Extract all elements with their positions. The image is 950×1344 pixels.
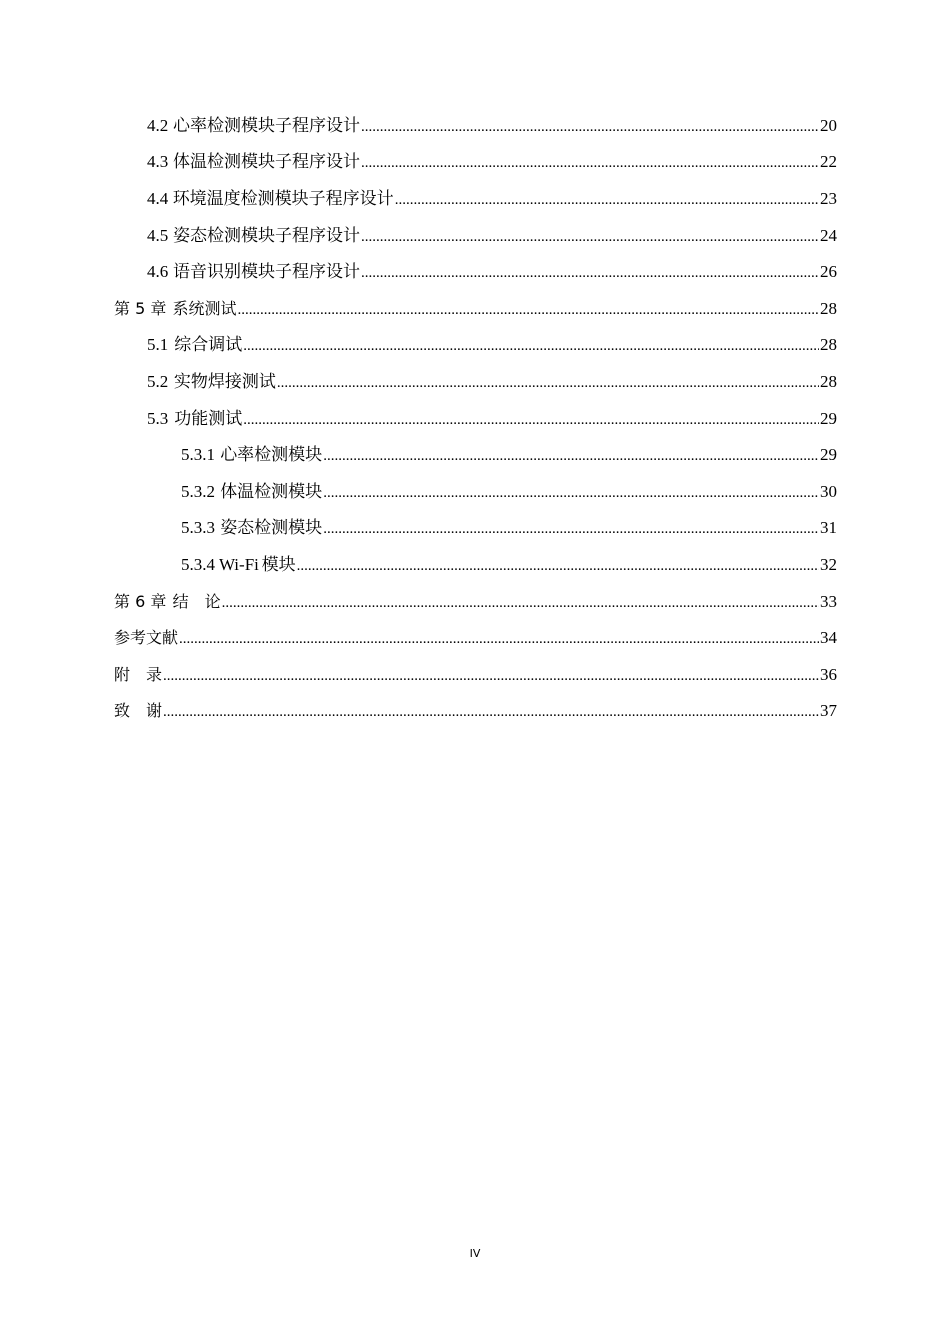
toc-leader-dots: [277, 373, 819, 393]
toc-entry-page: 31: [820, 518, 837, 538]
toc-entry-title: 实物焊接测试: [173, 371, 276, 391]
toc-entry-4-2[interactable]: [0, 108, 950, 145]
toc-entry-number: 4.2: [147, 115, 169, 135]
toc-entry-number: 5.3.3: [181, 518, 215, 538]
toc-leader-dots: [222, 593, 819, 613]
toc-entry-page: 36: [820, 664, 837, 684]
toc-entry-4-3[interactable]: [0, 145, 950, 182]
toc-entry-number: 第 5 章: [114, 298, 167, 318]
toc-entry-title: 姿态检测模块子程序设计: [173, 225, 361, 245]
toc-entry-title: 心率检测模块子程序设计: [173, 115, 361, 135]
toc-entry-page: 28: [820, 335, 837, 355]
toc-entry-title: 环境温度检测模块子程序设计: [172, 188, 394, 208]
toc-entry-chapter-5[interactable]: [0, 291, 950, 328]
toc-entry-page: 33: [820, 591, 837, 611]
toc-leader-dots: [395, 190, 819, 210]
toc-entry-title: 体温检测模块子程序设计: [173, 152, 361, 172]
toc-entry-5-1[interactable]: [0, 328, 950, 365]
toc-leader-dots: [361, 117, 819, 137]
page-number-footer: IV: [469, 1247, 481, 1260]
toc-entry-page: 29: [820, 408, 837, 428]
toc-entry-5-3-3[interactable]: [0, 511, 950, 548]
toc-entry-title: 模块: [261, 554, 296, 574]
toc-entry-number: 5.3.2: [181, 481, 215, 501]
toc-entry-number: 第 6 章: [114, 591, 167, 611]
toc-leader-dots: [237, 300, 819, 320]
toc-entry-page: 28: [820, 371, 837, 391]
toc-entry-number: 4.6: [147, 262, 169, 282]
toc-leader-dots: [361, 153, 819, 173]
toc-leader-dots: [243, 410, 819, 430]
toc-entry-title: 姿态检测模块: [220, 518, 323, 538]
toc-entry-appendix[interactable]: [0, 657, 950, 694]
toc-entry-references[interactable]: [0, 620, 950, 657]
toc-entry-page: 24: [820, 225, 837, 245]
toc-entry-page: 32: [820, 554, 837, 574]
toc-leader-dots: [163, 666, 819, 686]
toc-entry-title: 致 谢: [114, 701, 163, 721]
toc-entry-chapter-6[interactable]: [0, 584, 950, 621]
toc-entry-page: 34: [820, 628, 837, 648]
toc-entry-5-3[interactable]: [0, 401, 950, 438]
toc-entry-page: 29: [820, 445, 837, 465]
toc-entry-page: 20: [820, 115, 837, 135]
toc-leader-dots: [297, 556, 819, 576]
toc-entry-5-3-2[interactable]: [0, 474, 950, 511]
toc-entry-title: 结 论: [172, 591, 221, 611]
toc-entry-4-5[interactable]: [0, 218, 950, 255]
toc-entry-4-6[interactable]: [0, 254, 950, 291]
toc-leader-dots: [163, 702, 819, 722]
toc-entry-number: 5.2: [147, 371, 169, 391]
toc-entry-page: 22: [820, 152, 837, 172]
toc-entry-title: 体温检测模块: [220, 481, 323, 501]
toc-entry-title: 语音识别模块子程序设计: [173, 262, 361, 282]
toc-leader-dots: [361, 227, 819, 247]
toc-entry-4-4[interactable]: [0, 181, 950, 218]
toc-entry-number: 5.3: [147, 408, 169, 428]
toc-entry-acknowledgements[interactable]: [0, 694, 950, 731]
toc-entry-title: 附 录: [114, 664, 163, 684]
toc-leader-dots: [361, 263, 819, 283]
toc-leader-dots: [323, 446, 819, 466]
toc-entry-page: 23: [820, 188, 837, 208]
toc-entry-5-3-1[interactable]: [0, 437, 950, 474]
toc-entry-number: 5.3.4 Wi-Fi: [181, 554, 259, 574]
toc-entry-page: 28: [820, 298, 837, 318]
toc-leader-dots: [179, 629, 819, 649]
toc-entry-title: 参考文献: [114, 628, 179, 648]
toc-entry-title: 功能测试: [174, 408, 243, 428]
toc-entry-page: 26: [820, 262, 837, 282]
toc-entry-page: 37: [820, 701, 837, 721]
toc-leader-dots: [323, 483, 819, 503]
toc-entry-title: 综合调试: [174, 335, 243, 355]
toc-entry-title: 系统测试: [172, 298, 237, 318]
table-of-contents: [0, 108, 950, 730]
toc-leader-dots: [323, 519, 819, 539]
toc-entry-title: 心率检测模块: [220, 445, 323, 465]
toc-entry-number: 5.3.1: [181, 445, 215, 465]
toc-entry-number: 4.4: [147, 188, 169, 208]
toc-entry-number: 4.5: [147, 225, 169, 245]
toc-entry-page: 30: [820, 481, 837, 501]
toc-leader-dots: [243, 336, 819, 356]
toc-entry-5-2[interactable]: [0, 364, 950, 401]
toc-entry-number: 4.3: [147, 152, 169, 172]
toc-entry-5-3-4[interactable]: [0, 547, 950, 584]
toc-entry-number: 5.1: [147, 335, 169, 355]
